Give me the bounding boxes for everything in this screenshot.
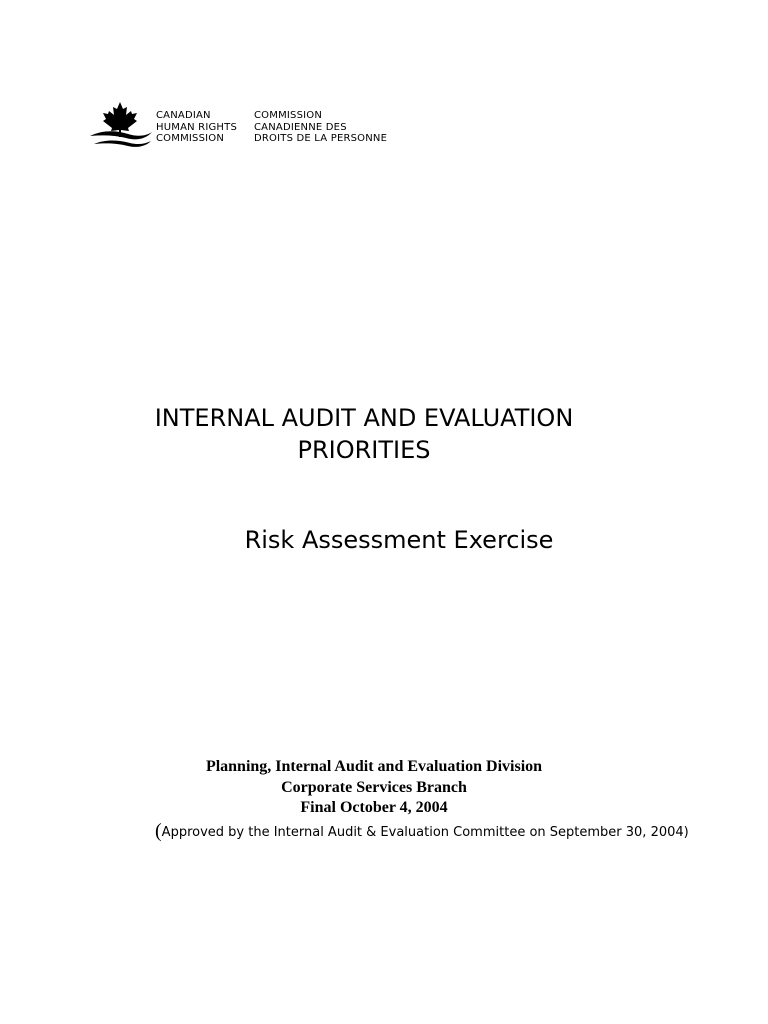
approval-close-paren: ) (683, 825, 689, 840)
division-name: Planning, Internal Audit and Evaluation Division (205, 758, 543, 775)
approval-text: Approved by the Internal Audit & Evaluation Committee on September 30, 2004 (161, 825, 684, 840)
org-name-en-line: COMMISSION (156, 133, 225, 144)
final-date: Final October 4, 2004 (300, 799, 448, 816)
org-name-fr-line: COMMISSION (254, 110, 323, 121)
org-name-en-line: HUMAN RIGHTS (156, 121, 237, 133)
approval-open-paren: ( (155, 820, 162, 842)
org-name-fr-line: DROITS DE LA PERSONNE (254, 133, 388, 144)
document-title-line: PRIORITIES (297, 436, 431, 464)
document-footer (0, 757, 748, 819)
org-name-en-line: CANADIAN (156, 110, 211, 121)
organization-logo (88, 100, 388, 150)
organization-name-french (254, 110, 387, 145)
approval-note (155, 820, 689, 844)
document-subtitle: Risk Assessment Exercise (244, 526, 554, 554)
organization-name-english (156, 110, 237, 145)
org-name-fr-line: CANADIENNE DES (254, 121, 347, 133)
document-title-line: INTERNAL AUDIT AND EVALUATION (154, 404, 574, 432)
branch-name: Corporate Services Branch (281, 778, 467, 796)
maple-leaf-logo-icon (88, 100, 154, 148)
document-title (0, 402, 728, 466)
